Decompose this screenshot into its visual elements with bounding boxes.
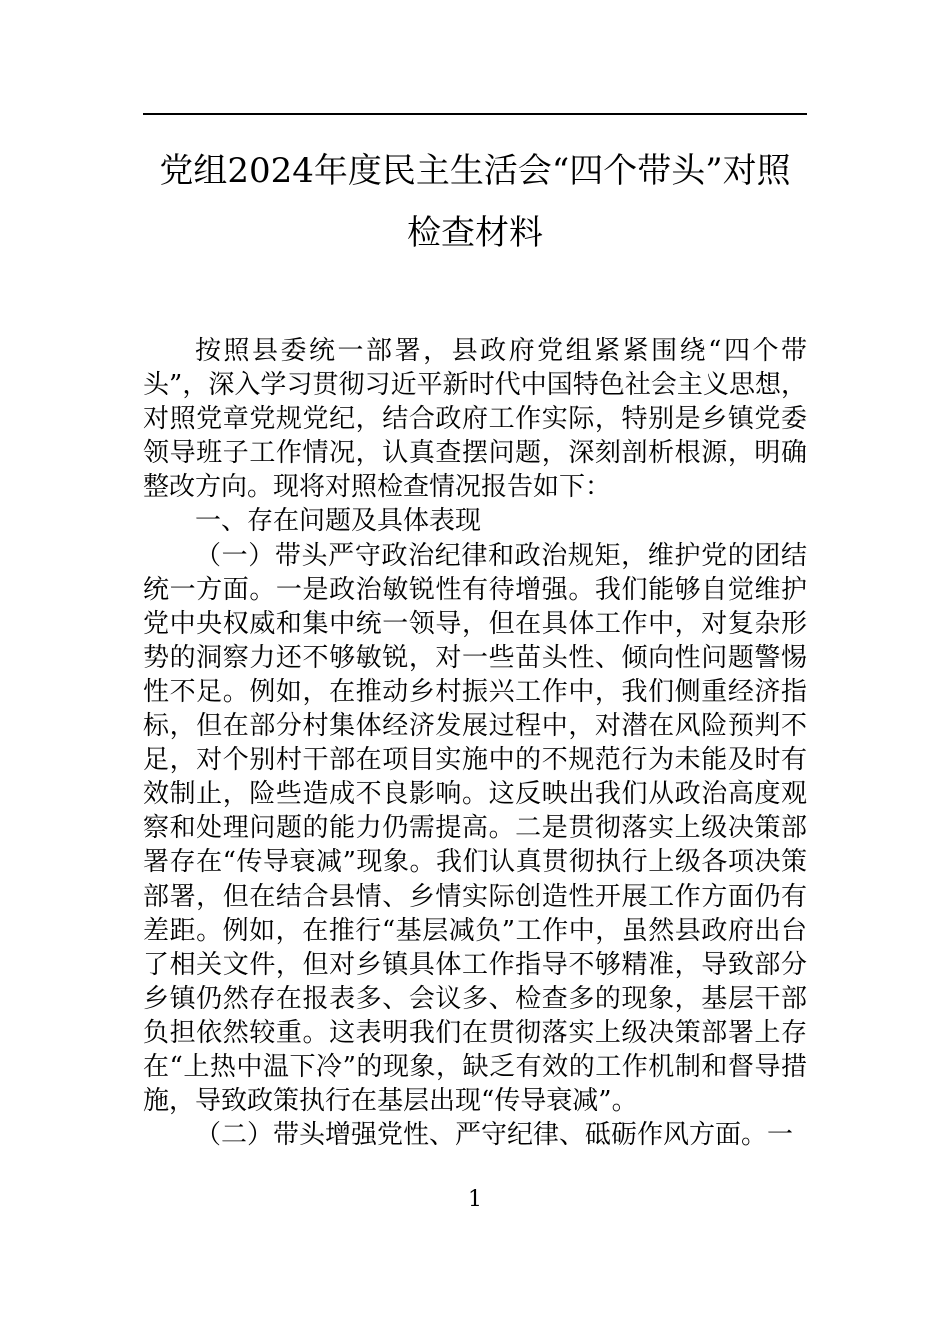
title-line-1: 党组2024年度民主生活会“四个带头”对照	[159, 151, 791, 191]
document-body	[143, 334, 807, 1152]
page-number: 1	[468, 1187, 482, 1212]
header-rule	[143, 113, 807, 115]
title-line-2: 检查材料	[407, 213, 543, 253]
document-title	[143, 140, 807, 264]
body-paragraph: （二）带头增强党性、严守纪律、砥砺作风方面。一	[195, 1120, 794, 1151]
section-heading: 一、存在问题及具体表现	[195, 506, 482, 537]
body-paragraph: （一）带头严守政治纪律和政治规矩，维护党的团结统一方面。一是政治敏锐性有待增强。我们能够自觉维护党中央权威和集中统一领导，但在具体工作中，对复杂形势的洞察力还不够敏锐，对一些苗头性、倾向性问题警惕性不足。例如，在推动乡村振兴工作中，我们侧重经济指标，但在部分村集体经济发展过程中，对潜在风险预判不足，对个别村干部在项目实施中的不规范行为未能及时有效制止，险些造成不良影响。这反映出我们从政治高度观察和处理问题的能力仍需提高。二是贯彻落实上级决策部署存在“传导衰减”现象。我们认真贯彻执行上级各项决策部署，但在结合县情、乡情实际创造性开展工作方面仍有差距。例如，在推行“基层减负”工作中，虽然县政府出台了相关文件，但对乡镇具体工作指导不够精准，导致部分乡镇仍然存在报表多、会议多、检查多的现象，基层干部负担依然较重。这表明我们在贯彻落实上级决策部署上存在“上热中温下冷”的现象，缺乏有效的工作机制和督导措施，导致政策执行在基层出现“传导衰减”。	[143, 540, 807, 1117]
intro-paragraph: 按照县委统一部署，县政府党组紧紧围绕“四个带头”，深入学习贯彻习近平新时代中国特色社会主义思想，对照党章党规党纪，结合政府工作实际，特别是乡镇党委领导班子工作情况，认真查摆问题，深刻剖析根源，明确整改方向。现将对照检查情况报告如下：	[143, 336, 807, 503]
